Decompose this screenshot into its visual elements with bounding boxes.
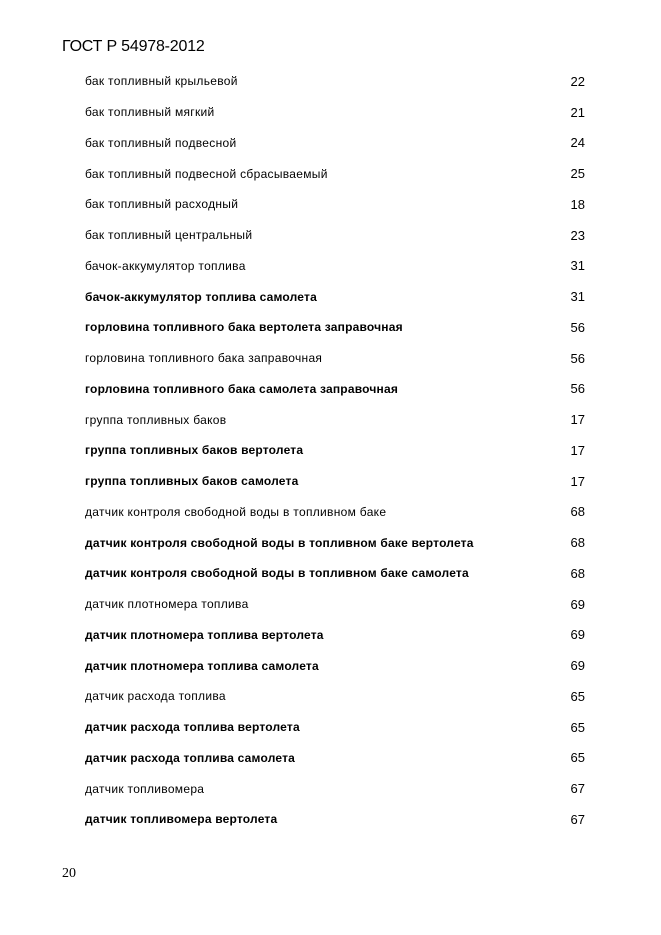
document-header: ГОСТ Р 54978-2012	[62, 38, 205, 55]
index-entry-page: 65	[570, 750, 585, 766]
index-entry-page: 68	[570, 565, 585, 581]
index-entry-term: датчик контроля свободной воды в топливном баке вертолета	[85, 535, 474, 550]
index-entry-term: горловина топливного бака самолета заправочная	[85, 381, 399, 396]
index-entry-page: 17	[570, 442, 585, 458]
index-entry	[85, 435, 585, 466]
index-entry-page: 56	[570, 350, 585, 366]
index-entry-term: группа топливных баков самолета	[85, 474, 299, 489]
index-entry-term: бак топливный расходный	[85, 197, 239, 212]
index-entry	[85, 158, 585, 189]
index-entry	[85, 66, 585, 97]
index-entry-term: группа топливных баков	[85, 412, 227, 427]
index-entry-term: группа топливных баков вертолета	[85, 443, 304, 458]
index-entry-term: бачок-аккумулятор топлива самолета	[85, 289, 317, 304]
index-entry	[85, 589, 585, 620]
index-entry-page: 69	[570, 596, 585, 612]
index-entry	[85, 773, 585, 804]
index-entry-term: бак топливный подвесной	[85, 135, 237, 150]
index-entry	[85, 343, 585, 374]
index-entry-page: 22	[570, 73, 585, 89]
index-entry-page: 68	[570, 535, 585, 551]
index-entry	[85, 97, 585, 128]
index-entry-page: 31	[570, 289, 585, 305]
index-entry	[85, 804, 585, 835]
index-entry	[85, 189, 585, 220]
index-entry-term: датчик расхода топлива самолета	[85, 750, 296, 765]
index-entry	[85, 681, 585, 712]
index-entry	[85, 712, 585, 743]
index-entry-page: 69	[570, 658, 585, 674]
index-entry-page: 65	[570, 719, 585, 735]
index-entry	[85, 743, 585, 774]
index-entry-term: бак топливный мягкий	[85, 105, 215, 120]
index-entry	[85, 650, 585, 681]
index-entry-page: 31	[570, 258, 585, 274]
index-entry	[85, 466, 585, 497]
index-entry	[85, 220, 585, 251]
index-entry-page: 56	[570, 319, 585, 335]
index-entry	[85, 251, 585, 282]
index-entry-term: бак топливный подвесной сбрасываемый	[85, 166, 328, 181]
index-entry	[85, 128, 585, 159]
index-entry	[85, 312, 585, 343]
index-entry-term: горловина топливного бака заправочная	[85, 351, 323, 366]
index-entry-term: бачок-аккумулятор топлива	[85, 258, 246, 273]
index-entry-term: датчик контроля свободной воды в топливном баке	[85, 504, 387, 519]
index-entry-page: 25	[570, 166, 585, 182]
index-entry-term: датчик расхода топлива	[85, 689, 226, 704]
index-entry-page: 65	[570, 688, 585, 704]
index-entry	[85, 620, 585, 651]
index-entry-page: 17	[570, 473, 585, 489]
index-entry-term: датчик контроля свободной воды в топливном баке самолета	[85, 566, 469, 581]
index-entry-page: 67	[570, 781, 585, 797]
index-entry-page: 69	[570, 627, 585, 643]
index-entry-term: датчик расхода топлива вертолета	[85, 720, 300, 735]
index-entry-page: 21	[570, 104, 585, 120]
index-entry-page: 67	[570, 811, 585, 827]
index-entry	[85, 527, 585, 558]
index-entry-term: датчик плотномера топлива вертолета	[85, 627, 324, 642]
index-entry-term: датчик плотномера топлива	[85, 597, 249, 612]
index-entry	[85, 497, 585, 528]
index-entry-page: 17	[570, 412, 585, 428]
page-number: 20	[62, 866, 76, 881]
index-entry-term: бак топливный центральный	[85, 228, 253, 243]
index-entry-term: датчик топливомера	[85, 781, 205, 796]
index-entries-list	[85, 66, 585, 835]
index-entry-term: бак топливный крыльевой	[85, 74, 238, 89]
index-entry-page: 23	[570, 227, 585, 243]
index-entry-term: горловина топливного бака вертолета заправочная	[85, 320, 403, 335]
index-entry-page: 24	[570, 135, 585, 151]
index-entry-page: 68	[570, 504, 585, 520]
index-entry	[85, 374, 585, 405]
index-entry-page: 18	[570, 196, 585, 212]
index-entry-term: датчик топливомера вертолета	[85, 812, 278, 827]
index-entry-term: датчик плотномера топлива самолета	[85, 658, 319, 673]
index-entry-page: 56	[570, 381, 585, 397]
index-entry	[85, 281, 585, 312]
index-entry	[85, 404, 585, 435]
index-entry	[85, 558, 585, 589]
